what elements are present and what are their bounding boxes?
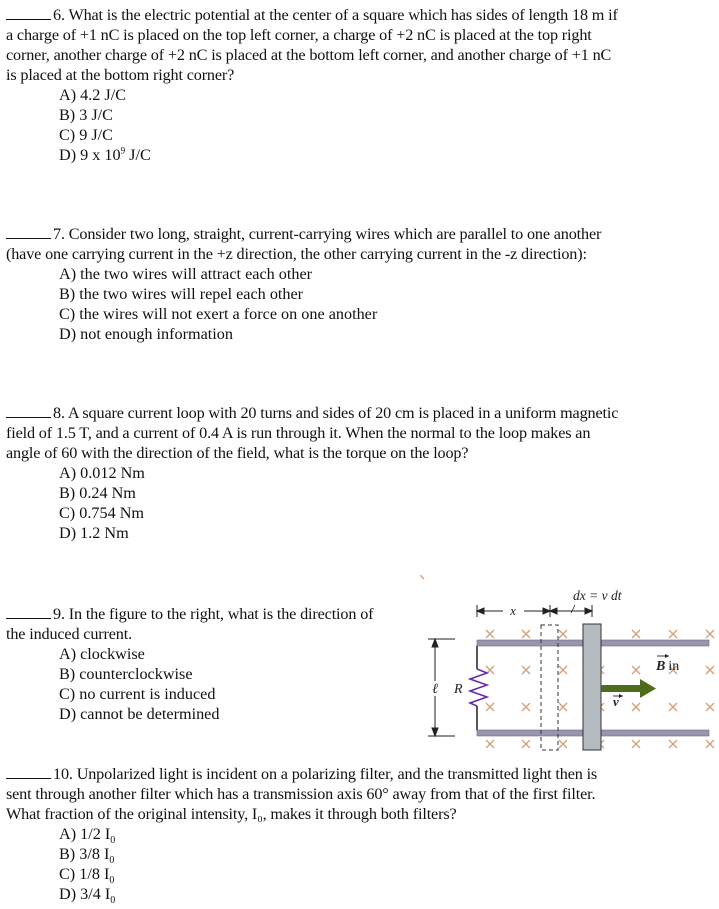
option-d: D) 3/4 $I_0$	[59, 885, 116, 907]
option-b: B) 3/8 $I_0$	[59, 845, 115, 867]
question-6-options	[6, 85, 714, 165]
question-10-stem: 10. Unpolarized light is incident on a polarizing filter, and the transmitted light then is sent through another filter which has a transmission axis 60° away from that of the first filter. What fraction of the original intensity, I₀, makes it through both filters?	[6, 765, 598, 823]
sliding-bar	[583, 624, 601, 750]
question-9-stem: 9. In the figure to the right, what is the direction of the induced current.	[6, 605, 374, 643]
question-7	[6, 224, 714, 344]
question-10-options	[6, 824, 714, 907]
resistor-icon	[470, 646, 487, 730]
b-field-label	[655, 654, 679, 674]
label-l: ℓ	[432, 682, 438, 697]
label-x: x	[510, 603, 516, 618]
option-b: B) the two wires will repel each other	[59, 285, 304, 303]
option-c: C) 0.754 Nm	[59, 504, 144, 522]
answer-blank[interactable]	[6, 604, 51, 619]
velocity-label	[613, 694, 623, 709]
option-a: A) the two wires will attract each other	[59, 265, 313, 283]
option-b: B) 0.24 Nm	[59, 484, 136, 502]
question-6	[6, 5, 714, 165]
label-R: R	[454, 682, 463, 697]
question-9	[6, 604, 416, 724]
option-a: A) 1/2 $I_0$	[59, 825, 116, 847]
answer-blank[interactable]	[6, 764, 51, 779]
label-dx-equals-v-dt: dx = v dt	[573, 588, 622, 603]
option-b: B) 3 J/C	[59, 106, 113, 124]
answer-blank[interactable]	[6, 403, 51, 418]
velocity-arrow-icon	[601, 679, 656, 698]
dimension-x	[477, 605, 592, 617]
answer-blank[interactable]	[6, 224, 51, 239]
option-d: D) cannot be determined	[59, 705, 220, 723]
option-c: C) no current is induced	[59, 685, 216, 703]
option-a: A) 0.012 Nm	[59, 464, 145, 482]
option-d: D) 1.2 Nm	[59, 524, 129, 542]
question-7-stem: 7. Consider two long, straight, current-carrying wires which are parallel to one another (have one carrying current in the +z direction, the other carrying current in the -z direction):	[6, 225, 602, 263]
question-10	[6, 764, 714, 907]
option-c: C) 1/8 $I_0$	[59, 865, 115, 887]
question-7-options	[6, 264, 714, 344]
question-8-options	[6, 463, 714, 543]
question-6-stem: 6. What is the electric potential at the center of a square which has sides of length 18 m if a charge of +1 nC is placed on the top left corner, a charge of +2 nC is placed at the top right corner, another charge of +2 nC is placed at the bottom left corner, and another charge of +1 nC is placed at the bottom right corner?	[6, 6, 618, 84]
option-d: D) 9 x $10^9$ J/C	[59, 145, 151, 164]
option-a: A) 4.2 J/C	[59, 86, 127, 104]
option-c: C) the wires will not exert a force on one another	[59, 305, 378, 323]
option-b: B) counterclockwise	[59, 665, 193, 683]
svg-text:v: v	[613, 694, 619, 709]
option-c: C) 9 J/C	[59, 126, 113, 144]
svg-text:Bin: B in	[656, 659, 680, 674]
option-d: D) not enough information	[59, 325, 233, 343]
question-8	[6, 403, 714, 543]
option-a: A) clockwise	[59, 645, 145, 663]
sliding-bar-figure	[420, 575, 719, 755]
question-8-stem: 8. A square current loop with 20 turns and sides of 20 cm is placed in a uniform magnetic field of 1.5 T, and a current of 0.4 A is run through it. When the normal to the loop makes an angle of 60 with the direction of the field, what is the torque on the loop?	[6, 404, 619, 462]
answer-blank[interactable]	[6, 5, 51, 20]
question-9-options	[6, 644, 416, 724]
